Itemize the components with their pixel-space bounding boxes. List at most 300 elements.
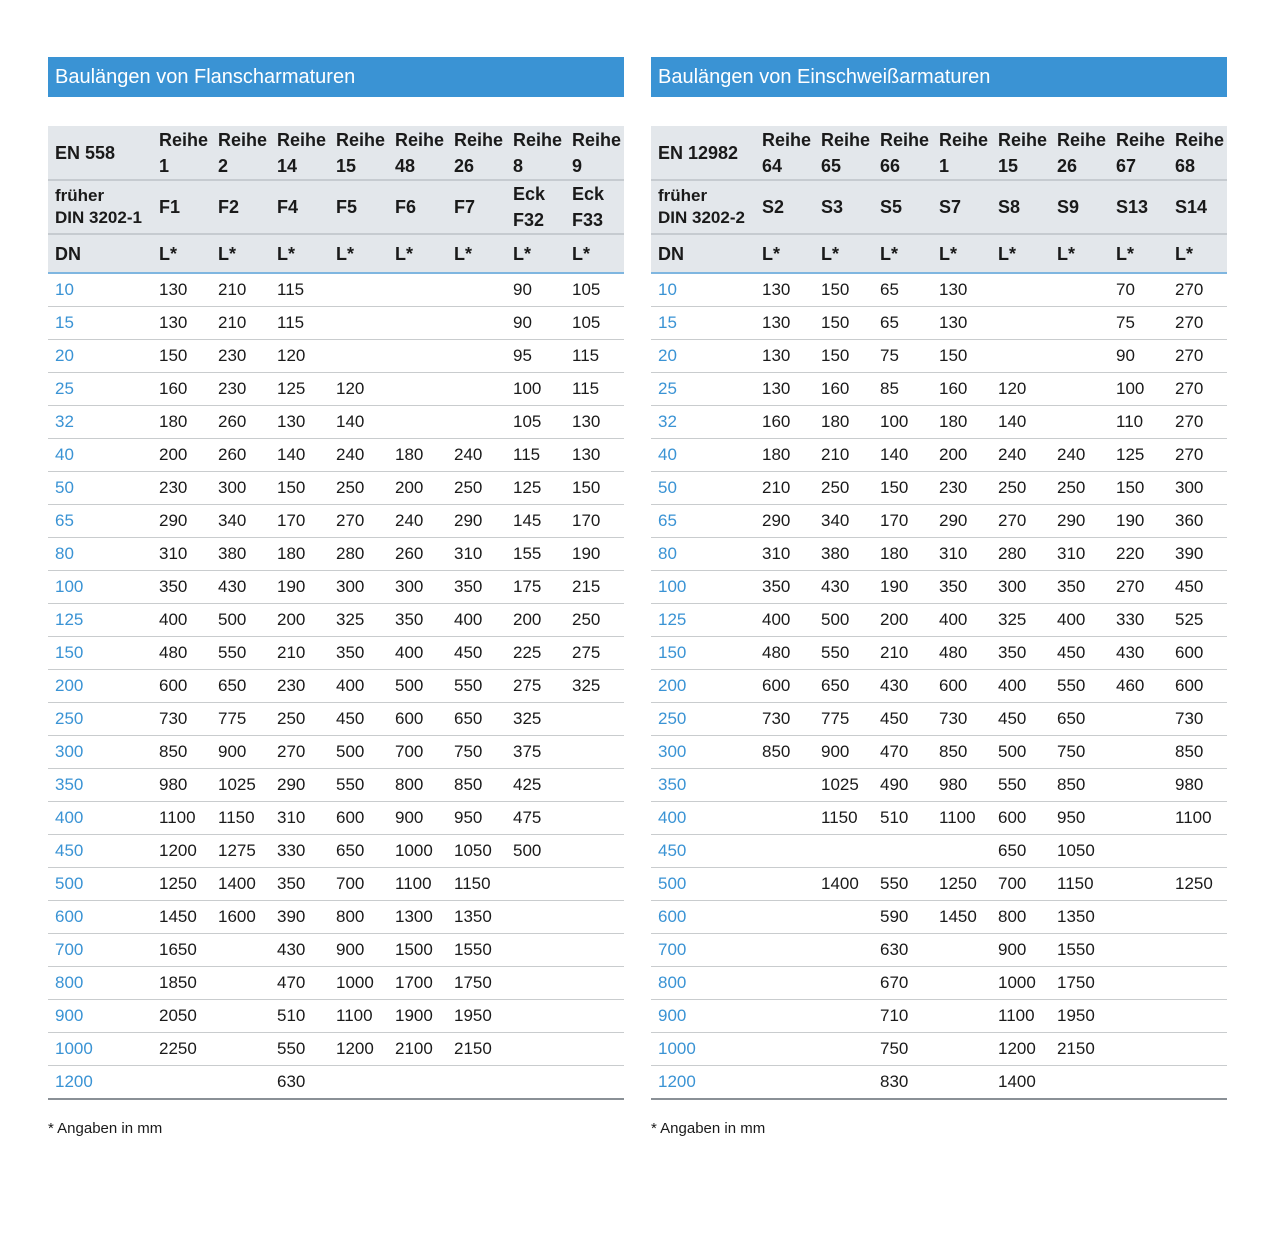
- dn-cell: 900: [48, 1000, 152, 1033]
- length-cell: 310: [447, 538, 506, 571]
- length-cell: [329, 307, 388, 340]
- dn-cell: 500: [651, 868, 755, 901]
- length-cell: 1275: [211, 835, 270, 868]
- length-cell: [388, 340, 447, 373]
- length-cell: 1100: [1168, 802, 1227, 835]
- column-header-cell: L*: [1116, 243, 1134, 264]
- length-cell: 250: [814, 472, 873, 505]
- table-row: [48, 340, 624, 373]
- length-cell: [755, 967, 814, 1000]
- length-cell: [1109, 835, 1168, 868]
- column-header-cell: Reihe 68: [1175, 129, 1225, 176]
- length-cell: 1025: [211, 769, 270, 802]
- length-cell: [932, 1066, 991, 1100]
- table-row: [48, 670, 624, 703]
- length-cell: 240: [1050, 439, 1109, 472]
- length-cell: 180: [932, 406, 991, 439]
- length-cell: 400: [755, 604, 814, 637]
- length-cell: 155: [506, 538, 565, 571]
- length-cell: 1600: [211, 901, 270, 934]
- length-cell: 650: [329, 835, 388, 868]
- length-cell: 130: [152, 307, 211, 340]
- table-row: [48, 703, 624, 736]
- flange-lengths-table: [48, 126, 624, 1100]
- dn-cell: 400: [651, 802, 755, 835]
- length-cell: 1150: [1050, 868, 1109, 901]
- length-cell: 1000: [991, 967, 1050, 1000]
- length-cell: [506, 934, 565, 967]
- length-cell: 250: [447, 472, 506, 505]
- length-cell: 1550: [1050, 934, 1109, 967]
- column-header-cell: S13: [1116, 197, 1149, 217]
- length-cell: [755, 1066, 814, 1100]
- length-cell: 90: [506, 273, 565, 307]
- dn-cell: 40: [48, 439, 152, 472]
- length-cell: 140: [991, 406, 1050, 439]
- column-header-cell: Reihe 64: [762, 129, 812, 176]
- length-cell: 95: [506, 340, 565, 373]
- length-cell: 240: [447, 439, 506, 472]
- standard-header-row: [651, 126, 1227, 180]
- length-cell: 125: [270, 373, 329, 406]
- length-cell: [991, 273, 1050, 307]
- table-row: [48, 868, 624, 901]
- length-cell: 310: [1050, 538, 1109, 571]
- table-row: [48, 373, 624, 406]
- dn-cell: 600: [651, 901, 755, 934]
- length-cell: 120: [270, 340, 329, 373]
- column-header-cell: Reihe 26: [454, 129, 504, 176]
- section-title: Baulängen von Einschweißarmaturen: [651, 57, 1227, 97]
- length-cell: 1050: [447, 835, 506, 868]
- length-cell: 430: [270, 934, 329, 967]
- length-cell: 90: [1109, 340, 1168, 373]
- length-cell: 100: [873, 406, 932, 439]
- length-cell: 125: [1109, 439, 1168, 472]
- table-row: [651, 703, 1227, 736]
- length-cell: 460: [1109, 670, 1168, 703]
- length-cell: 980: [1168, 769, 1227, 802]
- column-header-cell: S7: [939, 197, 962, 217]
- length-cell: [329, 340, 388, 373]
- dn-cell: 300: [48, 736, 152, 769]
- length-cell: [814, 835, 873, 868]
- length-cell: [1168, 835, 1227, 868]
- length-cell: 1050: [1050, 835, 1109, 868]
- table-row: [651, 307, 1227, 340]
- length-cell: [755, 1033, 814, 1066]
- dn-cell: 250: [651, 703, 755, 736]
- length-cell: 270: [1168, 406, 1227, 439]
- column-header-cell: Reihe 1: [939, 129, 989, 176]
- length-cell: [211, 1000, 270, 1033]
- length-cell: 230: [270, 670, 329, 703]
- length-cell: [565, 1066, 624, 1100]
- length-cell: 380: [211, 538, 270, 571]
- length-cell: 710: [873, 1000, 932, 1033]
- length-cell: 270: [270, 736, 329, 769]
- length-cell: 775: [814, 703, 873, 736]
- length-cell: 350: [755, 571, 814, 604]
- length-cell: [814, 1000, 873, 1033]
- length-cell: 650: [1050, 703, 1109, 736]
- length-cell: 1150: [447, 868, 506, 901]
- length-cell: 325: [329, 604, 388, 637]
- length-cell: 750: [873, 1033, 932, 1066]
- length-cell: 130: [755, 307, 814, 340]
- length-cell: 170: [565, 505, 624, 538]
- length-cell: [1109, 868, 1168, 901]
- length-cell: 730: [152, 703, 211, 736]
- length-cell: 180: [388, 439, 447, 472]
- length-cell: 200: [152, 439, 211, 472]
- length-cell: 650: [814, 670, 873, 703]
- length-cell: 350: [329, 637, 388, 670]
- table-row: [651, 835, 1227, 868]
- length-cell: [755, 868, 814, 901]
- table-row: [651, 439, 1227, 472]
- length-cell: [1050, 340, 1109, 373]
- length-cell: [991, 340, 1050, 373]
- length-cell: [1168, 1066, 1227, 1100]
- length-cell: 1100: [329, 1000, 388, 1033]
- length-cell: 125: [506, 472, 565, 505]
- table-row: [48, 637, 624, 670]
- length-cell: 2050: [152, 1000, 211, 1033]
- length-cell: 510: [873, 802, 932, 835]
- dn-cell: 900: [651, 1000, 755, 1033]
- legacy-din-header-row: [651, 180, 1227, 234]
- length-cell: 400: [991, 670, 1050, 703]
- column-header-cell: Reihe 9: [572, 129, 622, 176]
- length-cell: 980: [932, 769, 991, 802]
- length-cell: 450: [1050, 637, 1109, 670]
- length-cell: [565, 802, 624, 835]
- length-cell: [1109, 769, 1168, 802]
- length-cell: 1450: [152, 901, 211, 934]
- dn-cell: 1000: [651, 1033, 755, 1066]
- length-cell: 380: [814, 538, 873, 571]
- length-cell: 210: [814, 439, 873, 472]
- length-cell: 350: [1050, 571, 1109, 604]
- length-cell: [814, 967, 873, 1000]
- length-cell: 550: [270, 1033, 329, 1066]
- length-cell: 1200: [152, 835, 211, 868]
- length-cell: 150: [932, 340, 991, 373]
- length-cell: [873, 835, 932, 868]
- row-header-cell: früher DIN 3202-2: [658, 186, 745, 227]
- length-cell: 210: [270, 637, 329, 670]
- length-cell: 250: [329, 472, 388, 505]
- dn-cell: 125: [651, 604, 755, 637]
- length-cell: 600: [755, 670, 814, 703]
- length-cell: 980: [152, 769, 211, 802]
- length-cell: 120: [329, 373, 388, 406]
- dn-cell: 50: [48, 472, 152, 505]
- length-cell: 290: [1050, 505, 1109, 538]
- column-header-cell: F4: [277, 197, 299, 217]
- length-cell: 700: [991, 868, 1050, 901]
- length-cell: [565, 967, 624, 1000]
- length-cell: 390: [270, 901, 329, 934]
- length-cell: 1400: [991, 1066, 1050, 1100]
- length-cell: [211, 1033, 270, 1066]
- dn-cell: 10: [651, 273, 755, 307]
- length-cell: [814, 934, 873, 967]
- length-cell: 390: [1168, 538, 1227, 571]
- column-header-cell: F1: [159, 197, 181, 217]
- length-cell: 250: [565, 604, 624, 637]
- footnote: * Angaben in mm: [651, 1120, 766, 1137]
- length-cell: [565, 769, 624, 802]
- length-cell: 470: [270, 967, 329, 1000]
- length-cell: [932, 967, 991, 1000]
- row-header-cell: EN 558: [55, 142, 116, 163]
- dn-cell: 300: [651, 736, 755, 769]
- length-cell: [1168, 901, 1227, 934]
- dn-cell: 50: [651, 472, 755, 505]
- length-cell: [329, 273, 388, 307]
- length-cell: [447, 340, 506, 373]
- footnote: * Angaben in mm: [48, 1120, 163, 1137]
- table-row: [48, 604, 624, 637]
- length-cell: [1109, 703, 1168, 736]
- length-cell: [755, 802, 814, 835]
- column-header-cell: L*: [998, 243, 1016, 264]
- dn-cell: 65: [651, 505, 755, 538]
- length-cell: 110: [1109, 406, 1168, 439]
- length-cell: 600: [932, 670, 991, 703]
- length-cell: 160: [814, 373, 873, 406]
- column-header-cell: S2: [762, 197, 785, 217]
- length-cell: 600: [152, 670, 211, 703]
- length-cell: 130: [755, 373, 814, 406]
- length-cell: 230: [932, 472, 991, 505]
- dn-cell: 200: [651, 670, 755, 703]
- dn-cell: 25: [651, 373, 755, 406]
- length-cell: 270: [1168, 373, 1227, 406]
- table-row: [48, 967, 624, 1000]
- length-cell: 200: [388, 472, 447, 505]
- length-cell: 450: [991, 703, 1050, 736]
- length-cell: 1100: [991, 1000, 1050, 1033]
- length-cell: 130: [932, 273, 991, 307]
- length-cell: 115: [506, 439, 565, 472]
- length-cell: 900: [991, 934, 1050, 967]
- length-cell: [1050, 273, 1109, 307]
- column-header-cell: L*: [513, 243, 531, 264]
- length-cell: [388, 273, 447, 307]
- length-cell: [388, 406, 447, 439]
- length-cell: 480: [152, 637, 211, 670]
- length-cell: 850: [1050, 769, 1109, 802]
- length-cell: 290: [152, 505, 211, 538]
- length-cell: 900: [388, 802, 447, 835]
- dn-cell: 1000: [48, 1033, 152, 1066]
- length-cell: 180: [152, 406, 211, 439]
- length-cell: 470: [873, 736, 932, 769]
- length-cell: 850: [932, 736, 991, 769]
- length-cell: 200: [932, 439, 991, 472]
- length-cell: 450: [1168, 571, 1227, 604]
- length-cell: 500: [211, 604, 270, 637]
- dn-cell: 20: [48, 340, 152, 373]
- column-header-cell: Eck F32: [513, 184, 546, 230]
- length-cell: 480: [932, 637, 991, 670]
- length-cell: 1750: [447, 967, 506, 1000]
- length-cell: 425: [506, 769, 565, 802]
- table-row: [651, 934, 1227, 967]
- length-cell: 550: [329, 769, 388, 802]
- table-row: [651, 901, 1227, 934]
- length-cell: 70: [1109, 273, 1168, 307]
- length-cell: 150: [814, 340, 873, 373]
- length-cell: [506, 901, 565, 934]
- length-cell: [506, 1000, 565, 1033]
- length-cell: 400: [388, 637, 447, 670]
- length-cell: 175: [506, 571, 565, 604]
- length-cell: [447, 273, 506, 307]
- length-cell: 240: [388, 505, 447, 538]
- length-cell: [755, 1000, 814, 1033]
- column-header-cell: Eck F33: [572, 184, 605, 230]
- length-cell: 2150: [1050, 1033, 1109, 1066]
- length-cell: 240: [329, 439, 388, 472]
- length-cell: [565, 736, 624, 769]
- column-header-cell: L*: [1057, 243, 1075, 264]
- length-cell: [1050, 307, 1109, 340]
- length-cell: 1000: [329, 967, 388, 1000]
- length-cell: 75: [1109, 307, 1168, 340]
- length-cell: 330: [270, 835, 329, 868]
- length-cell: 270: [1168, 307, 1227, 340]
- column-header-cell: L*: [880, 243, 898, 264]
- length-cell: 145: [506, 505, 565, 538]
- row-header-cell: EN 12982: [658, 142, 739, 163]
- dn-cell: 700: [651, 934, 755, 967]
- table-row: [651, 1033, 1227, 1066]
- length-cell: 300: [211, 472, 270, 505]
- dn-cell: 10: [48, 273, 152, 307]
- length-cell: [506, 1033, 565, 1066]
- length-cell: 300: [388, 571, 447, 604]
- length-cell: 210: [873, 637, 932, 670]
- length-cell: 1100: [932, 802, 991, 835]
- length-cell: 350: [270, 868, 329, 901]
- table-row: [48, 273, 624, 307]
- row-header-cell: früher DIN 3202-1: [55, 186, 142, 227]
- length-cell: 1500: [388, 934, 447, 967]
- length-cell: 170: [873, 505, 932, 538]
- length-cell: [565, 901, 624, 934]
- table-row: [48, 901, 624, 934]
- length-cell: 900: [814, 736, 873, 769]
- table-row: [651, 273, 1227, 307]
- length-cell: [1050, 1066, 1109, 1100]
- column-header-cell: Reihe 26: [1057, 129, 1107, 176]
- length-cell: [388, 1066, 447, 1100]
- length-cell: 300: [1168, 472, 1227, 505]
- length-cell: 140: [329, 406, 388, 439]
- dn-cell: 450: [48, 835, 152, 868]
- length-cell: 430: [814, 571, 873, 604]
- length-cell: 430: [873, 670, 932, 703]
- length-cell: [1168, 934, 1227, 967]
- length-cell: 260: [388, 538, 447, 571]
- dn-cell: 32: [651, 406, 755, 439]
- length-cell: 450: [447, 637, 506, 670]
- length-cell: 65: [873, 273, 932, 307]
- column-header-cell: Reihe 2: [218, 129, 268, 176]
- length-cell: 550: [991, 769, 1050, 802]
- length-cell: [1168, 967, 1227, 1000]
- length-cell: 730: [932, 703, 991, 736]
- length-cell: 190: [873, 571, 932, 604]
- table-row: [48, 736, 624, 769]
- dn-cell: 1200: [48, 1066, 152, 1100]
- length-cell: 150: [270, 472, 329, 505]
- dn-cell: 100: [651, 571, 755, 604]
- dn-cell: 450: [651, 835, 755, 868]
- length-cell: 600: [388, 703, 447, 736]
- dn-cell: 400: [48, 802, 152, 835]
- length-cell: 650: [447, 703, 506, 736]
- dn-cell: 15: [651, 307, 755, 340]
- length-cell: 230: [211, 373, 270, 406]
- table-row: [651, 967, 1227, 1000]
- length-cell: 250: [991, 472, 1050, 505]
- length-cell: 280: [991, 538, 1050, 571]
- length-cell: 180: [755, 439, 814, 472]
- length-cell: [447, 1066, 506, 1100]
- length-cell: [565, 868, 624, 901]
- dn-cell: 250: [48, 703, 152, 736]
- length-cell: 160: [932, 373, 991, 406]
- length-cell: 1450: [932, 901, 991, 934]
- length-cell: 290: [755, 505, 814, 538]
- length-cell: 950: [447, 802, 506, 835]
- length-cell: [1109, 1066, 1168, 1100]
- length-cell: 325: [991, 604, 1050, 637]
- length-cell: [1050, 406, 1109, 439]
- table-row: [651, 406, 1227, 439]
- dn-cell: 350: [48, 769, 152, 802]
- length-cell: 600: [1168, 637, 1227, 670]
- length-cell: 180: [873, 538, 932, 571]
- length-cell: 275: [565, 637, 624, 670]
- column-header-cell: L*: [939, 243, 957, 264]
- dn-cell: 32: [48, 406, 152, 439]
- length-cell: 115: [565, 340, 624, 373]
- column-header-cell: Reihe 14: [277, 129, 327, 176]
- dn-cell: 125: [48, 604, 152, 637]
- length-cell: 340: [211, 505, 270, 538]
- dn-cell: 65: [48, 505, 152, 538]
- length-cell: [814, 1066, 873, 1100]
- length-cell: 590: [873, 901, 932, 934]
- length-cell: 200: [270, 604, 329, 637]
- length-cell: 105: [565, 273, 624, 307]
- length-cell: 160: [152, 373, 211, 406]
- length-cell: 100: [1109, 373, 1168, 406]
- length-cell: 500: [388, 670, 447, 703]
- column-header-cell: F2: [218, 197, 240, 217]
- length-cell: 730: [1168, 703, 1227, 736]
- length-cell: 250: [270, 703, 329, 736]
- length-cell: 220: [1109, 538, 1168, 571]
- length-cell: [1109, 1000, 1168, 1033]
- length-cell: 270: [1109, 571, 1168, 604]
